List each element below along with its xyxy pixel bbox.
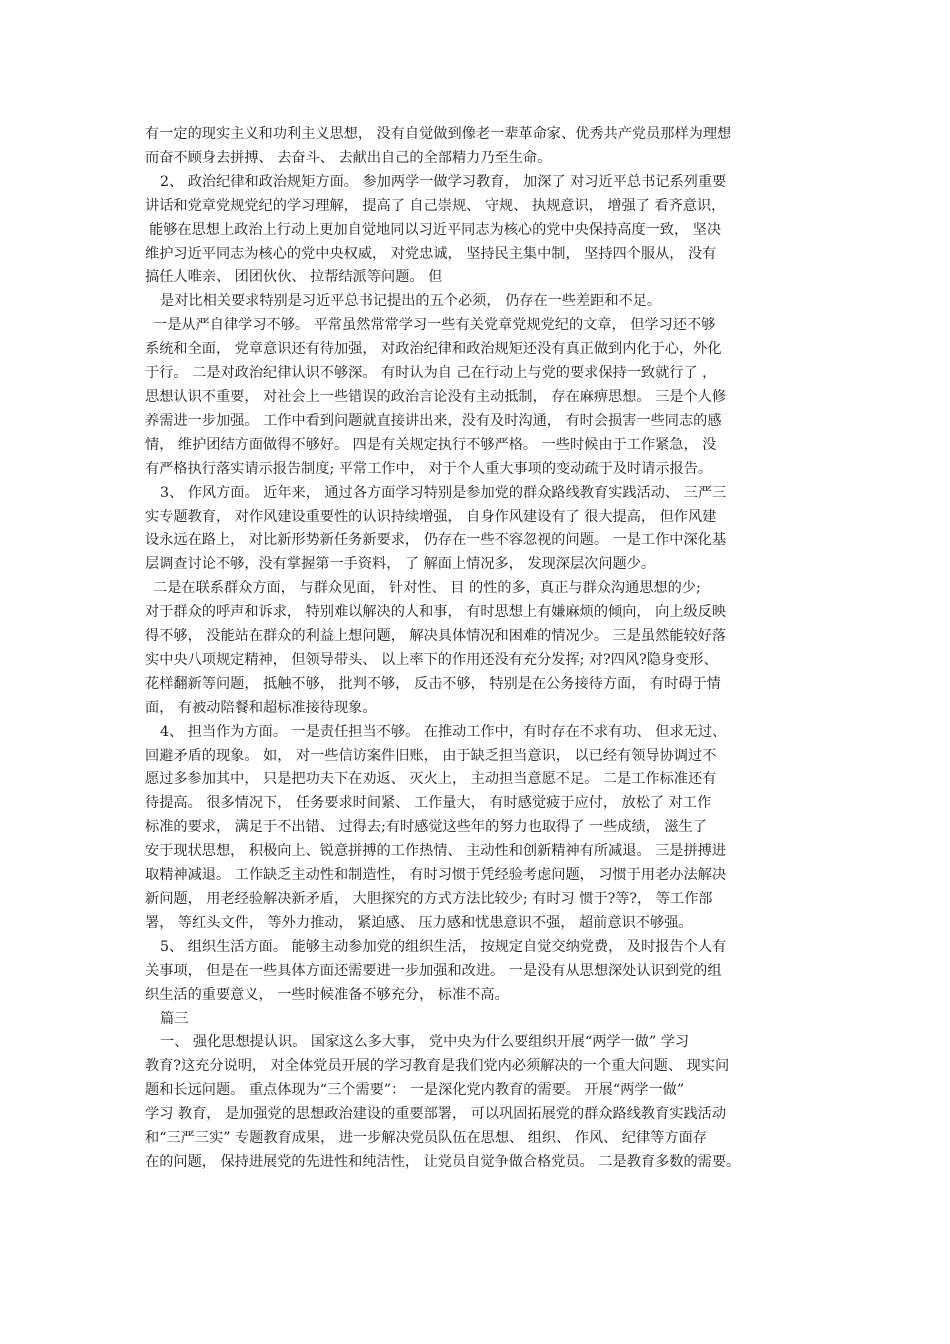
text-line: 取精神减退。 工作缺乏主动性和制造性， 有时习惯于凭经验考虑问题， 习惯于用老办法解决 (145, 867, 727, 884)
text-line: 愿过多参加其中， 只是把功夫下在劝返、 灭火上， 主动担当意愿不足。 二是工作标准还有 (145, 771, 717, 788)
text-line: 讲话和党章党规党纪的学习理解， 提高了 自己崇规、 守规、 执规意识， 增强了 看齐意识， (145, 197, 726, 214)
text-line: 标准的要求， 满足于不出错、 过得去;有时感觉这些年的努力也取得了 一些成绩， 滋生了 (145, 819, 707, 836)
text-line: 花样翻新等问题， 抵触不够， 批判不够， 反击不够， 特别是在公务接待方面， 有时碍于情 (145, 675, 721, 692)
text-line: 有严格执行落实请示报告制度; 平常工作中， 对于个人重大事项的变动疏于及时请示报告。 (145, 460, 713, 477)
text-line: 得不够， 没能站在群众的利益上想问题， 解决具体情况和困难的情况少。 三是虽然能较好落 (145, 628, 727, 645)
text-line: 思想认识不重要， 对社会上一些错误的政治言论没有主动抵制， 存在麻痹思想。 三是个人修 (145, 388, 727, 405)
text-line: 新问题， 用老经验解决新矛盾， 大胆探究的方式方法比较少; 有时习 惯于?等?， 等工作部 (145, 891, 713, 907)
text-line: 织生活的重要意义， 一些时候准备不够充分， 标准不高。 (145, 986, 509, 1003)
chapter-heading: 篇三 (160, 1010, 189, 1027)
text-line: 署， 等红头文件， 等外力推动， 紧迫感、 压力感和忧患意识不强， 超前意识不够强。 (145, 914, 693, 931)
document-page (145, 123, 821, 1175)
text-line: 学习 教育， 是加强党的思想政治建设的重要部署， 可以巩固拓展党的群众路线教育实践活动 (145, 1106, 727, 1123)
text-line: 安于现状思想， 积极向上、锐意拼搏的工作热情、 主动性和创新精神有所减退。 三是拼搏进 (145, 843, 727, 860)
text-line: 题和长远问题。 重点体现为“三个需要”： 一是深化党内教育的需要。 开展“两学一做” (145, 1082, 685, 1099)
text-line: 实专题教育， 对作风建设重要性的认识持续增强， 自身作风建设有了 很大提高， 但作风建 (145, 508, 717, 525)
text-line: 面， 有被动陪餐和超标准接待现象。 (145, 699, 377, 716)
text-line: 是对比相关要求特别是习近平总书记提出的五个必须， 仍存在一些差距和不足。 (160, 293, 662, 310)
text-line: 维护习近平同志为核心的党中央权威， 对党忠诚， 坚持民主集中制， 坚持四个服从， 没有 (145, 245, 717, 262)
text-line: 二是在联系群众方面， 与群众见面， 针对性、 目 的性的多，真正与群众沟通思想的少; (153, 580, 701, 597)
section-heading-line: 2、 政治纪律和政治规矩方面。 参加两学一做学习教育， 加深了 对习近平总书记系列重要 (160, 173, 727, 190)
text-line: 教育?这充分说明， 对全体党员开展的学习教育是我们党内必须解决的一个重大问题、 现实问 (145, 1058, 730, 1075)
text-line: 设永远在路上， 对比新形势新任务新要求， 仍存在一些不容忽视的问题。 一是工作中深化基 (145, 532, 727, 549)
text-line: 和“三严三实” 专题教育成果， 进一步解决党员队伍在思想、 组织、 作风、 纪律等方面存 (145, 1130, 707, 1147)
text-line: 一是从严自律学习不够。 平常虽然常常学习一些有关党章党规党纪的文章， 但学习还不够 (153, 317, 716, 334)
section-heading-line: 一、 强化思想提认识。 国家这么多大事， 党中央为什么要组织开展“两学一做” 学习 (160, 1034, 690, 1051)
text-line: 对于群众的呼声和诉求， 特别难以解决的人和事， 有时思想上有嫌麻烦的倾向， 向上级反映 (145, 604, 727, 621)
text-line: 在的问题， 保持进展党的先进性和纯洁性， 让党员自觉争做合格党员。 二是教育多数的需要。 (145, 1153, 741, 1170)
text-line: 能够在思想上政治上行动上更加自觉地同以习近平同志为核心的党中央保持高度一致， 坚决 (149, 221, 722, 238)
text-line: 实中央八项规定精神， 但领导带头、 以上率下的作用还没有充分发挥; 对?四风?隐身变形、 (145, 651, 718, 668)
text-line: 层调查讨论不够，没有掌握第一手资料， 了 解面上情况多， 发现深层次问题少。 (145, 556, 656, 573)
section-heading-line: 4、 担当作为方面。 一是责任担当不够。 在推动工作中，有时存在不求有功、 但求无过、 (160, 723, 727, 740)
text-line: 情， 维护团结方面做得不够好。 四是有关规定执行不够严格。 一些时候由于工作紧急， 没 (145, 436, 717, 453)
text-line: 而奋不顾身去拼搏、 去奋斗、 去献出自己的全部精力乃至生命。 (145, 149, 552, 166)
text-line: 有一定的现实主义和功利主义思想， 没有自觉做到像老一辈革命家、优秀共产党员那样为理想 (145, 126, 732, 142)
text-line: 回避矛盾的现象。 如， 对一些信访案件旧账， 由于缺乏担当意识， 以已经有领导协调过不 (145, 747, 717, 764)
text-line: 养需进一步加强。 工作中看到问题就直接讲出来，没有及时沟通， 有时会损害一些同志的感 (145, 412, 722, 429)
text-line: 系统和全面， 党章意识还有待加强， 对政治纪律和政治规矩还没有真正做到内化于心，外化 (145, 341, 722, 358)
section-heading-line: 5、 组织生活方面。 能够主动参加党的组织生活， 按规定自觉交纳党费， 及时报告个人有 (160, 938, 727, 955)
text-line: 于行。 二是对政治纪律认识不够深。 有时认为自 己在行动上与党的要求保持一致就行了 ， (145, 365, 717, 382)
text-line: 待提高。 很多情况下， 任务要求时间紧、 工作量大， 有时感觉疲于应付， 放松了 对工作 (145, 795, 712, 812)
text-line: 搞任人唯亲、 团团伙伙、 拉帮结派等问题。 但 (145, 269, 443, 286)
text-line: 关事项， 但是在一些具体方面还需要进一步加强和改进。 一是没有从思想深处认识到党的组 (145, 962, 722, 979)
section-heading-line: 3、 作风方面。 近年来， 通过各方面学习特别是参加党的群众路线教育实践活动、 三严三 (160, 484, 727, 501)
